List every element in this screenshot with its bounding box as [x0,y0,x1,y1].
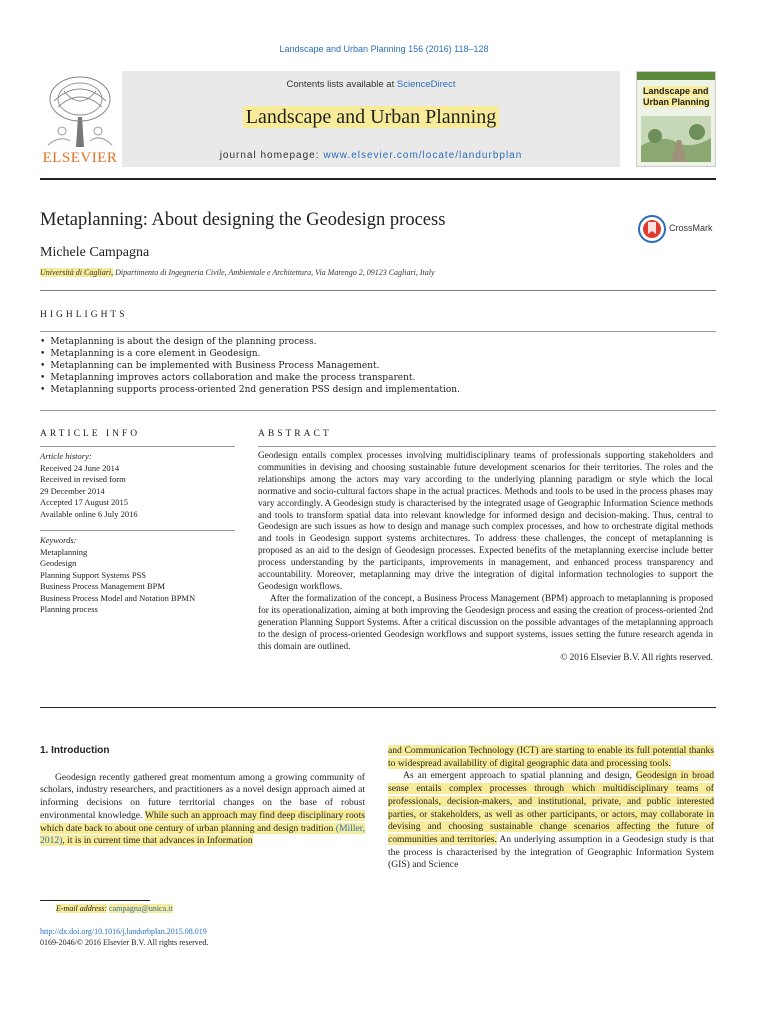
contents-prefix: Contents lists available at [286,79,397,90]
keyword: Planning process [40,604,98,614]
keyword: Metaplanning [40,546,88,557]
intro-text: As an emergent approach to spatial planning and design, [403,770,636,782]
journal-citation[interactable]: Landscape and Urban Planning 156 (2016) 118–128 [279,44,489,54]
keywords-rule [40,530,235,531]
article-info-heading: ARTICLE INFO [40,429,141,439]
intro-paragraph [40,772,365,848]
journal-title [122,106,620,129]
body-column-right [388,745,714,872]
abstract-body [258,451,713,665]
intro-highlight: and Communication Technology (ICT) are starting to enable its full potential thanks to widespread availability of digital geographic data and processing tools. [388,745,714,769]
footnote-rule [40,900,150,901]
highlight-item: • Metaplanning improves actors collaboration and make the process transparent. [40,372,460,384]
affiliation-university: Università di Cagliari, [40,268,114,277]
email-label: E-mail address: [56,904,108,913]
abstract-rule [258,446,716,447]
highlights-bottom-rule [40,410,716,411]
intro-paragraph [388,770,714,872]
keyword: Planning Support Systems PSS [40,569,147,580]
journal-title-text: Landscape and Urban Planning [243,106,499,128]
highlight-item: • Metaplanning is a core element in Geodesign. [40,348,460,360]
cover-title-line1: Landscape and [643,86,709,96]
crossmark-label: CrossMark [669,223,713,233]
elsevier-logo [40,71,120,167]
issn-copyright: 0169-2046/© 2016 Elsevier B.V. All rights reserved. [40,938,209,947]
email-footnote [56,904,173,913]
intro-paragraph [388,745,714,770]
intro-highlight: , it is in current time that advances in Information [62,835,253,847]
journal-band [122,71,620,167]
history-entry: Received 24 June 2014 [40,462,120,473]
affiliation-department: Dipartimento di Ingegneria Civile, Ambientale e Architettura, Via Marengo 2, 09123 Cagliari, Italy [113,268,435,277]
cover-title-line2: Urban Planning [643,97,710,107]
history-entry: Received in revised form [40,474,126,484]
article-title: Metaplanning: About designing the Geodesign process [40,210,446,230]
introduction-heading: 1. Introduction [40,745,110,756]
crossmark-icon [638,214,666,244]
history-label: Article history: [40,451,92,461]
article-info-rule [40,446,235,447]
intro-highlight: Geodesign in broad sense entails complex processes through which multidisciplinary teams of professionals, decision-makers, and institutional, private, and public interested parties, or stakeholders, as well as other participants, or actors, may collaborate in devising and choosing sustainable change scenarios affecting the future of communities and territories. [388,770,714,845]
sciencedirect-link[interactable]: ScienceDirect [396,79,456,90]
author-name: Michele Campagna [40,245,150,260]
highlights-rule [40,331,716,332]
cover-landscape-image [641,116,711,162]
keyword: Business Process Management BPM [40,581,165,591]
crossmark-badge[interactable] [638,214,718,244]
keyword: Geodesign [40,558,77,568]
email-link[interactable]: campagna@unica.it [109,904,173,913]
abstract-paragraph: Geodesign entails complex processes involving multidisciplinary teams of professionals supporting stakeholders and communities in devising and choosing sustainable future development scenarios for their territories. The roles and the relationships among the actors may vary according to the underlying planning paradigm or style which the local normative and socio-cultural factors shape in the actual practices. Methods and tools to be used in the process phases may vary accordingly. A Geodesign study is characterised by the integrated usage of Geographic Information Science methods and tools to transform spatial data into relevant knowledge for informed design and decision-making. Thus, central to Geodesign are such issues as how to design and manage such complex processes, and how to orchestrate digital methods and tools in Geodesign support systems architectures. To address these challenges, the concept of metaplanning is proposed as an aid to the design of Geodesign processes. Expected benefits of the metaplanning exercise include better process understanding by the participants, improvements in management, and enhanced process transparency and accountability. Moreover, metaplanning may drive the integration of digital information technologies to support the Geodesign workflows. [258,451,713,592]
article-history [40,451,240,520]
contents-availability [122,79,620,90]
body-column-left [40,745,365,848]
homepage-link[interactable]: www.elsevier.com/locate/landurbplan [323,150,523,161]
title-rule [40,290,716,291]
abstract-paragraph: After the formalization of the concept, a Business Process Management (BPM) approach to metaplanning is proposed for its operationalization, aiming at both improving the Geodesign process and easing the creation of process-oriented 2nd generation Planning Support Systems. After a critical discussion on the possible advantages of the metaplanning approach to the design of process-oriented Geodesign workflows and support systems, issues setting the future research agenda in this domain are outlined. [258,593,713,652]
cover-top-band [637,72,715,80]
journal-cover-thumbnail[interactable] [636,71,716,167]
publisher-name: ELSEVIER [42,150,118,166]
highlight-item: • Metaplanning supports process-oriented 2nd generation PSS design and implementation. [40,384,460,396]
keywords [40,535,240,616]
citation-link-miller[interactable]: (Miller, 2012) [40,822,365,847]
history-entry: Accepted 17 August 2015 [40,497,129,507]
highlights-list [40,336,460,396]
highlights-heading: HIGHLIGHTS [40,310,128,320]
highlight-item: • Metaplanning is about the design of the planning process. [40,336,460,348]
keywords-label: Keywords: [40,535,77,545]
doi-link[interactable]: http://dx.doi.org/10.1016/j.landurbplan.2015.08.019 [40,927,207,936]
history-entry: 29 December 2014 [40,485,105,496]
author-affiliation [40,268,435,277]
abstract-bottom-rule [40,707,716,708]
elsevier-tree-icon [40,71,120,149]
intro-text: An underlying assumption in a Geodesign study is that the process is characterised by the integration of Geographic Information System (GIS) and Science [388,833,714,871]
abstract-heading: ABSTRACT [258,429,332,439]
intro-text: Geodesign recently gathered great momentum among a growing community of scholars, industry researchers, and practitioners as a novel design approach aimed at informing decisions on future territorial changes on the base of robust environmental knowledge. [40,771,365,821]
journal-homepage [122,150,620,161]
history-entry: Available online 6 July 2016 [40,508,138,519]
homepage-prefix: journal homepage: [219,150,324,161]
masthead-rule [40,178,716,180]
cover-title [643,86,710,108]
intro-highlight: While such an approach may find deep disciplinary roots which date back to about one century of urban planning and design tradition [40,809,365,834]
abstract-copyright: © 2016 Elsevier B.V. All rights reserved. [560,653,713,664]
keyword: Business Process Model and Notation BPMN [40,592,196,603]
highlight-item: • Metaplanning can be implemented with Business Process Management. [40,360,460,372]
journal-masthead [40,71,620,167]
